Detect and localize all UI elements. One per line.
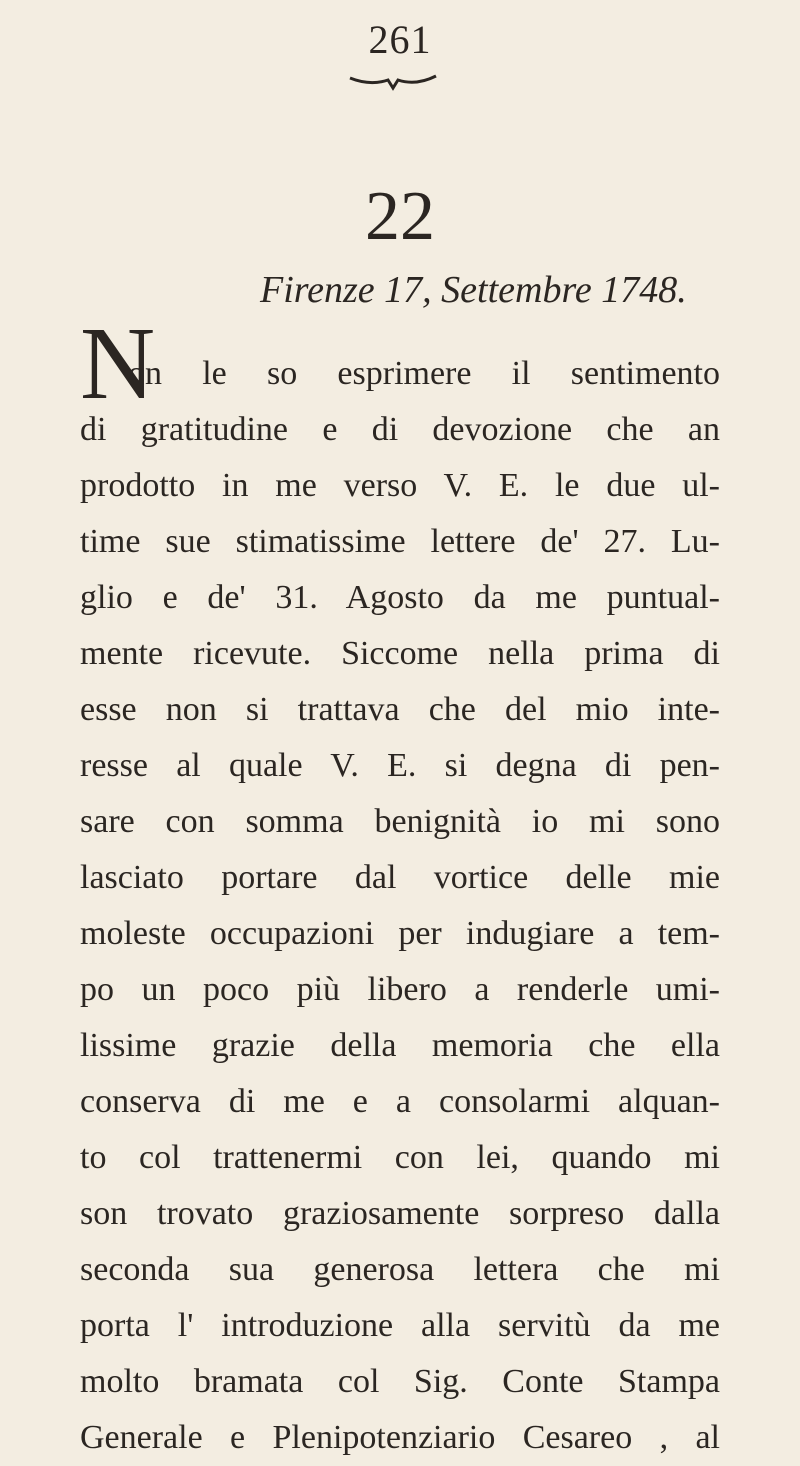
text-line: lissime grazie della memoria che ella (80, 1027, 720, 1064)
text-line: di gratitudine e di devozione che an (80, 411, 720, 448)
page-number: 261 (368, 17, 432, 62)
text-line: lasciato portare dal vortice delle mie (80, 859, 720, 896)
text-line: seconda sua generosa lettera che mi (80, 1251, 720, 1288)
text-line: Generale e Plenipotenziario Cesareo , al (80, 1419, 720, 1456)
text-line: porta l' introduzione alla servitù da me (80, 1307, 720, 1344)
drop-cap: N (80, 306, 156, 421)
text-line: moleste occupazioni per indugiare a tem- (80, 915, 720, 952)
text-line: sare con somma benignità io mi sono (80, 803, 720, 840)
ornament-divider (348, 72, 438, 94)
text-line: esse non si trattava che del mio inte- (80, 691, 720, 728)
letter-number: 22 (365, 178, 435, 255)
dateline: Firenze 17, Settembre 1748. (260, 269, 687, 311)
text-line: son trovato graziosamente sorpreso dalla (80, 1195, 720, 1232)
text-line: mente ricevute. Siccome nella prima di (80, 635, 720, 672)
letter-body (80, 346, 720, 1466)
text-line: resse al quale V. E. si degna di pen- (80, 747, 720, 784)
text-line: prodotto in me verso V. E. le due ul- (80, 467, 720, 504)
text-line: time sue stimatissime lettere de' 27. Lu- (80, 523, 720, 560)
text-line: glio e de' 31. Agosto da me puntual- (80, 579, 720, 616)
text-line: conserva di me e a consolarmi alquan- (80, 1083, 720, 1120)
text-line: on le so esprimere il sentimento (128, 355, 720, 392)
text-line: to col trattenermi con lei, quando mi (80, 1139, 720, 1176)
text-line: po un poco più libero a renderle umi- (80, 971, 720, 1008)
text-line: molto bramata col Sig. Conte Stampa (80, 1363, 720, 1400)
